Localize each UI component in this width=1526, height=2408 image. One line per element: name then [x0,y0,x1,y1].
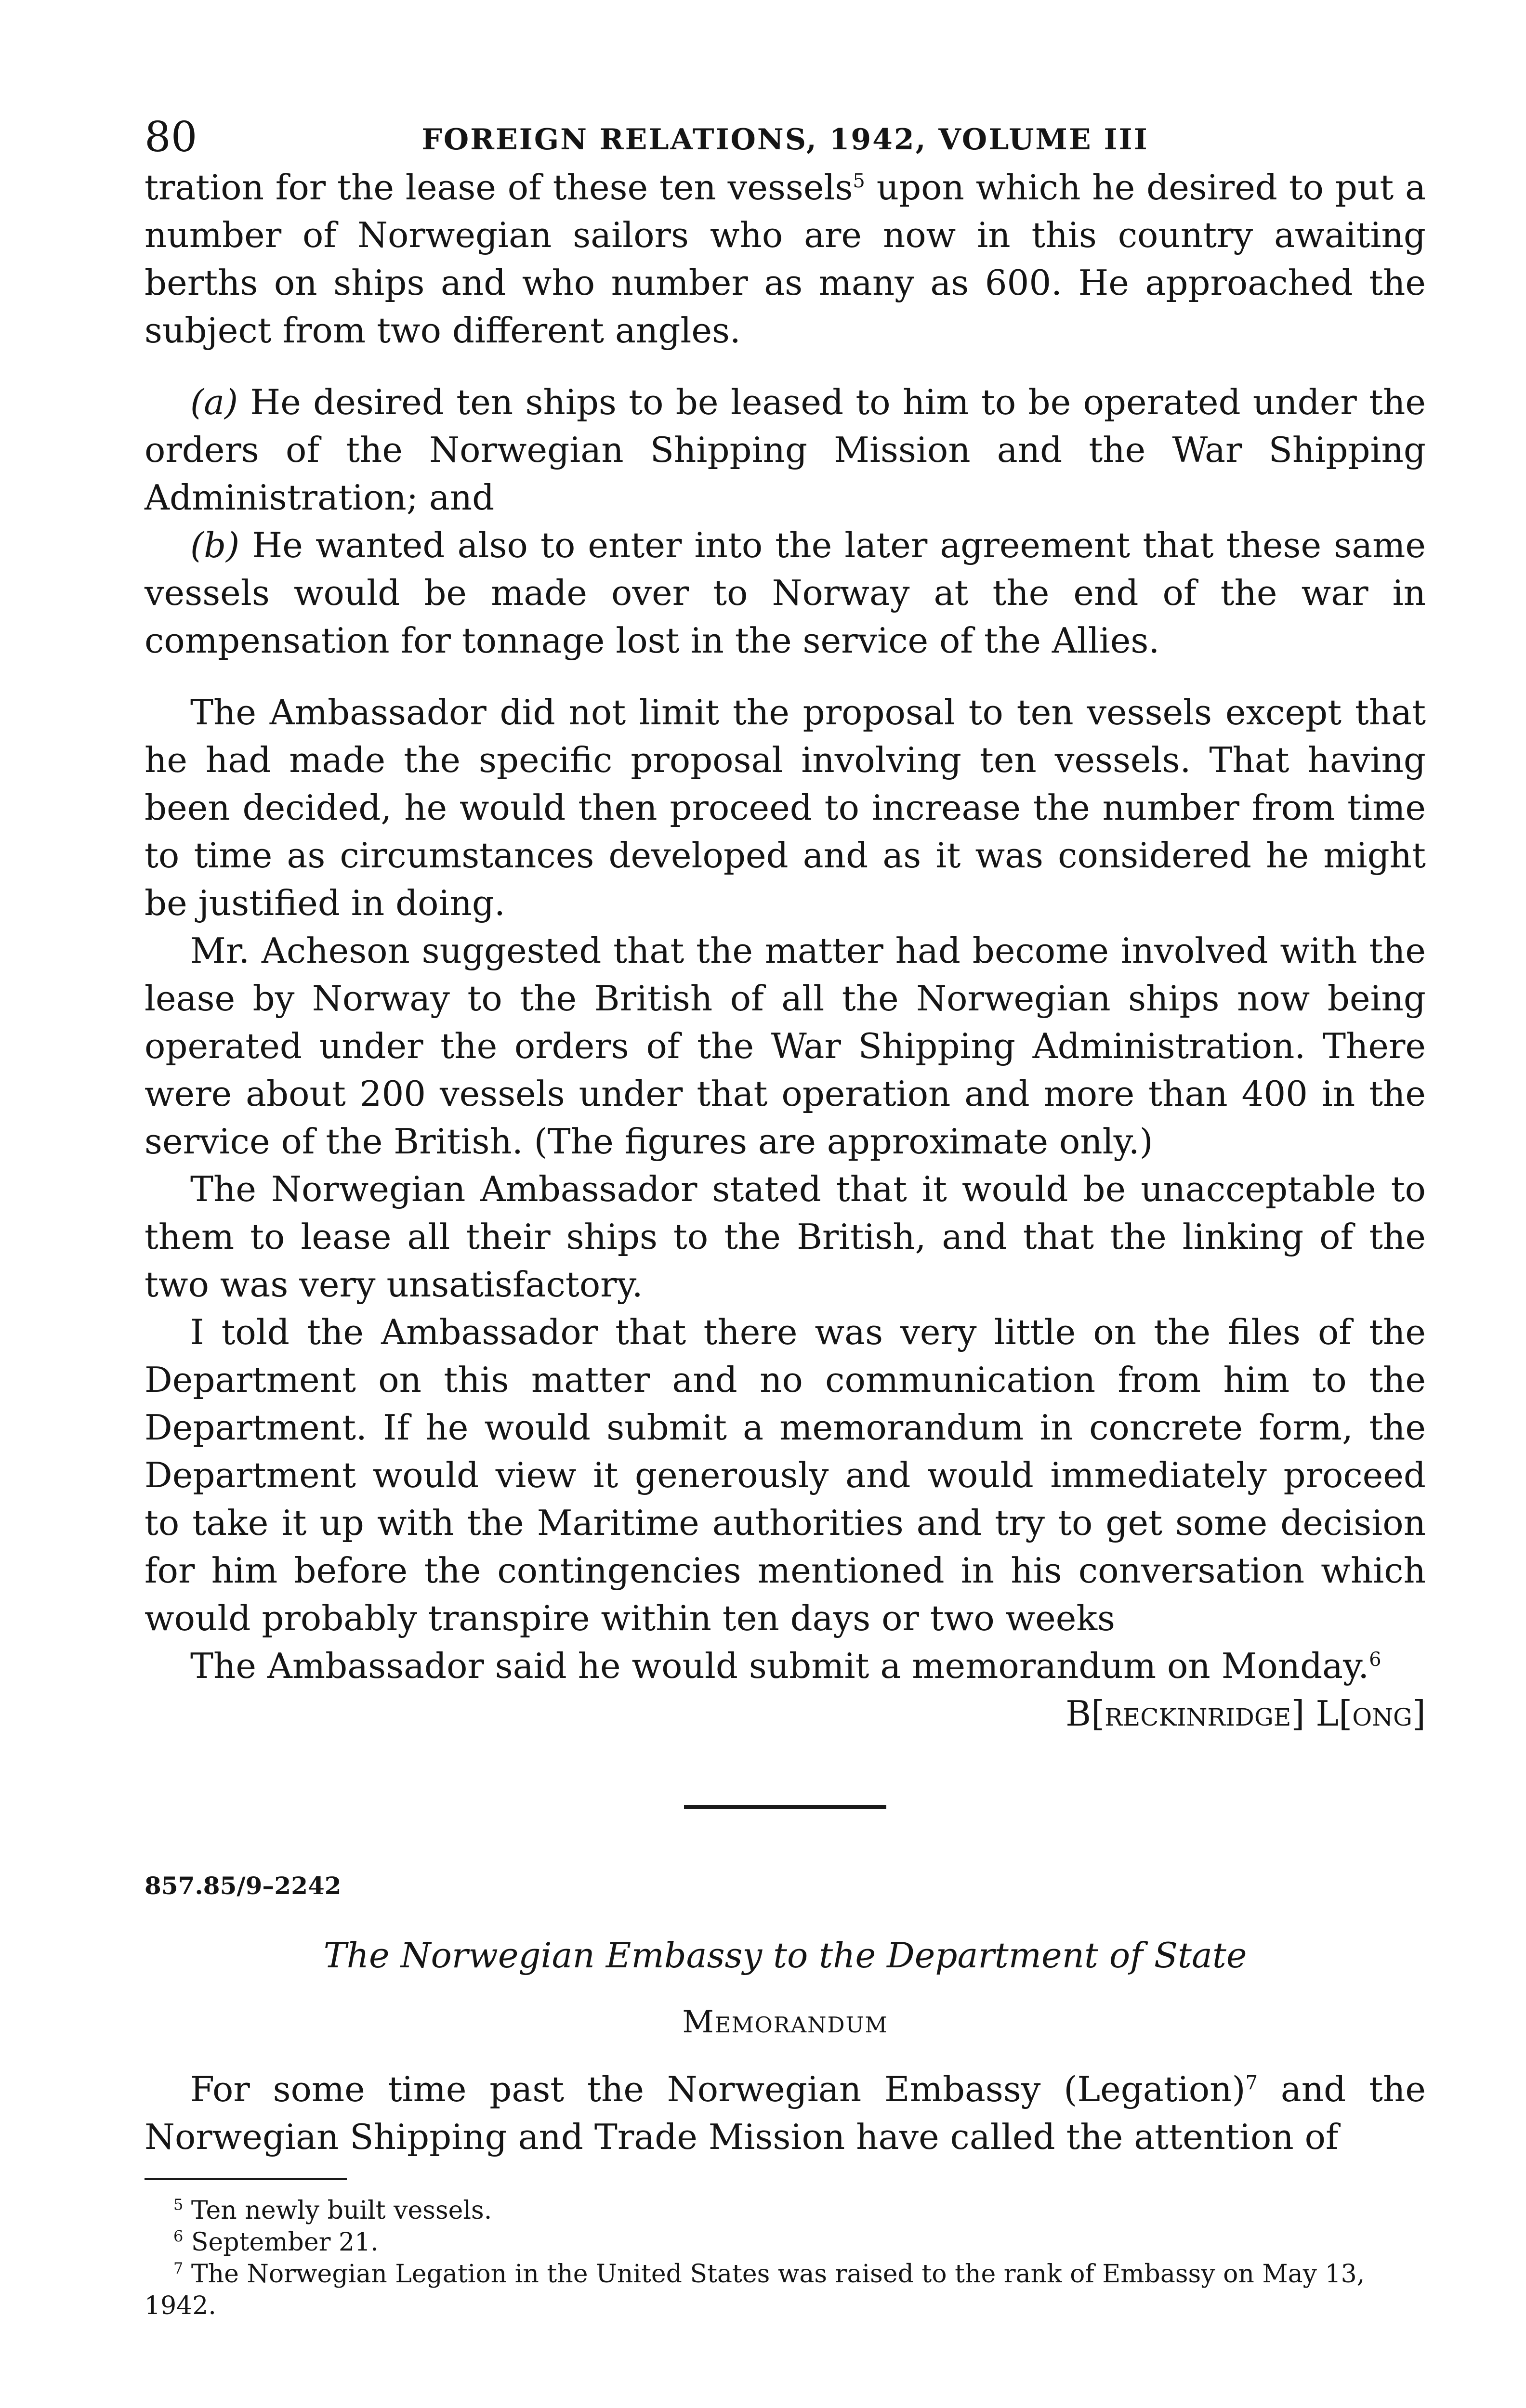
footnote-ref-5: 5 [853,170,865,192]
paragraph-norwegian-ambassador: The Norwegian Ambassador stated that it would be unacceptable to them to lease all their ships to the British, and that the linking of the two was very unsatisfactory. [145,1169,1426,1305]
footnote-text: September 21. [183,2228,379,2257]
footnote-6 [145,2226,1426,2258]
paragraph-text: For some time past the Norwegian Embassy (Legation) [190,2069,1246,2109]
paragraph-text: and the Norwegian Shipping and Trade Mission have called the attention of [145,2069,1426,2157]
paragraph-continuation [145,164,1426,354]
footnote-ref-7: 7 [1245,2072,1258,2094]
paragraph-ambassador-proposal: The Ambassador did not limit the proposal to ten vessels except that he had made the specific proposal involving ten vessels. That having been decided, he would then proceed to increase the number from time to time as circumstances developed and as it was considered he might be justified in doing. [145,692,1426,923]
paragraph-text: The Ambassador said he would submit a memorandum on Monday. [190,1646,1369,1686]
file-number: 857.85/9–2242 [145,1871,342,1900]
footnote-number: 7 [173,2259,184,2277]
footnote-rule [145,2178,347,2180]
list-marker-a: (a) [190,382,238,422]
footnote-number: 5 [173,2195,184,2214]
page-number: 80 [145,113,197,161]
document-title: The Norwegian Embassy to the Department of State [323,1935,1247,1976]
list-item-b-text: He wanted also to enter into the later agreement that these same vessels would be made over to Norway at the end of the war in compensation for tonnage lost in the service of the Allies. [145,525,1426,661]
footnote-text: Ten newly built vessels. [183,2196,492,2225]
running-header [145,111,1426,164]
paragraph-text: upon which he desired to put a number of Norwegian sailors who are now in this country awaiting berths on ships and who number as many as 600. He approached the subject from two different angles. [145,167,1426,351]
paragraph-monday [145,1642,1426,1690]
document-page [145,111,1426,2322]
paragraph-acheson: Mr. Acheson suggested that the matter had become involved with the lease by Norway to the British of all the Norwegian ships now being operated under the orders of the War Shipping Administration. There were about 200 vessels under that operation and more than 400 in the service of the British. (The figures are approximate only.) [145,930,1426,1162]
angles-list [145,379,1426,665]
paragraph-embassy-intro [145,2066,1426,2161]
footnote-number: 6 [173,2227,184,2246]
paragraph-department-files: I told the Ambassador that there was very little on the files of the Department on this matter and no communication from him to the Department. If he would submit a memorandum in concrete form, the Department would view it generously and would immediately proceed to take it up with the Maritime authorities and try to get some decision for him before the contingencies mentioned in his conversation which would probably transpire within ten days or two weeks [145,1312,1426,1638]
list-item-a [145,379,1426,522]
footnote-text: The Norwegian Legation in the United States was raised to the rank of Embassy on May 13, 1942. [145,2260,1365,2320]
paragraph-text: tration for the lease of these ten vessels [145,167,853,208]
document-subtitle: Memorandum [682,2004,888,2040]
signature: B[reckinridge] L[ong] [1066,1693,1426,1734]
embassy-memorandum-body [145,2066,1426,2161]
footnote-5 [145,2195,1426,2226]
footnote-7 [145,2258,1426,2322]
list-marker-b: (b) [190,525,240,565]
section-separator [684,1805,886,1809]
memorandum-body [145,164,1426,1738]
footnote-ref-6: 6 [1369,1649,1381,1671]
list-item-a-text: He desired ten ships to be leased to him to be operated under the orders of the Norwegian Shipping Mission and the War Shipping Administration; and [145,382,1426,518]
list-item-b [145,522,1426,665]
footnotes [145,2195,1426,2322]
running-title: FOREIGN RELATIONS, 1942, VOLUME III [421,123,1149,157]
